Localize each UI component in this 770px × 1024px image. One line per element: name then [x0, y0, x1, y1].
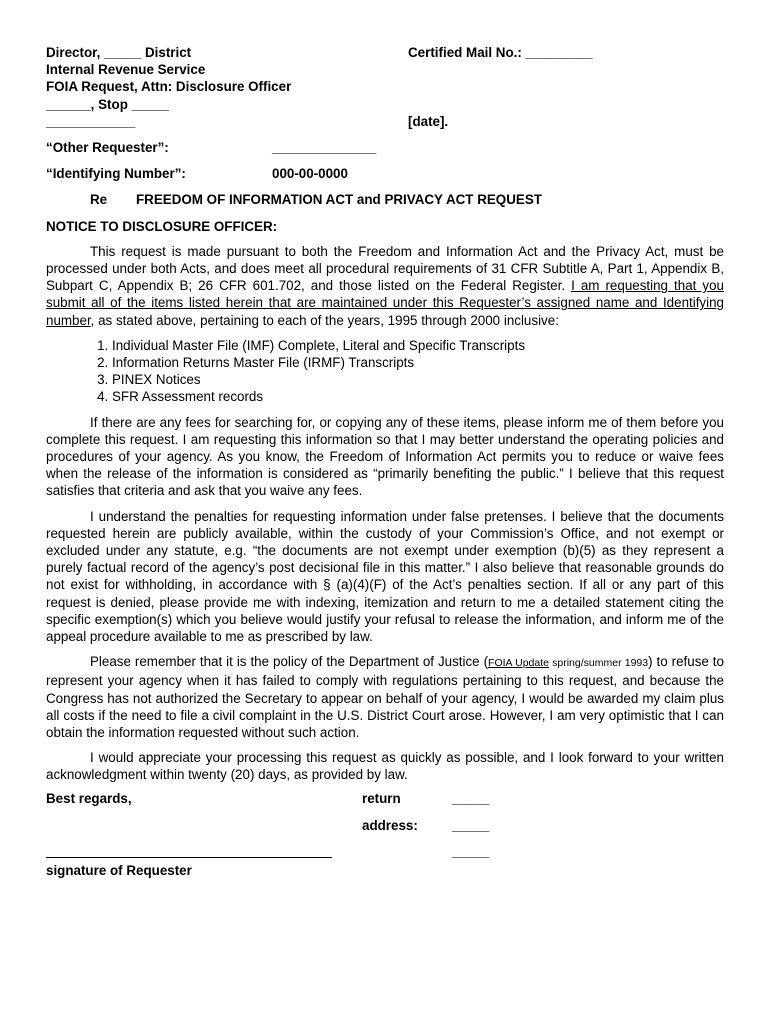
header-line-5-row — [46, 113, 724, 130]
letter-page — [46, 44, 724, 880]
address-blank-line: ____________ — [46, 113, 136, 129]
best-regards: Best regards, — [46, 790, 132, 806]
paragraph-4-text: Please remember that it is the policy of the Department of Justice ( — [90, 654, 489, 670]
identifying-number-value: 000-00-0000 — [272, 166, 348, 182]
re-row — [46, 191, 724, 208]
address-label: address: — [362, 817, 418, 833]
foia-attn-line: FOIA Request, Attn: Disclosure Officer — [46, 79, 292, 95]
date-label: [date]. — [408, 113, 449, 129]
paragraph-2: If there are any fees for searching for, or copying any of these items, please inform me of them before you complete this request. I am requesting this information so that I may better understand the operating policies and procedures of your agency. As you know, the Freedom of Information Act permits you to reduce or waive fees when the release of the information is considered as “primarily benefiting the public.” I believe that this request satisfies that criteria and ask that you waive any fees. — [46, 414, 724, 499]
re-subject: FREEDOM OF INFORMATION ACT and PRIVACY ACT REQUEST — [136, 192, 542, 208]
signature-label: signature of Requester — [46, 862, 192, 878]
paragraph-3: I understand the penalties for requesting information under false pretenses. I believe that the documents requested herein are publicly available, within the custody of your Commission’s Office, and not exempt or excluded under any statute, e.g. “the documents are not exempt under exemption (b)(5) as they represent a purely factual record of the agency’s post decisional file in this matter.” I also believe that reasonable grounds do not exist for withholding, in accordance with § (a)(4)(F) of the Act’s penalties section. If all or any part of this request is denied, please provide me with indexing, itemization and return to me a detailed statement citing the specific exemption(s) which you believe would justify your refusal to release the information, and inform me of the appeal procedure available to me as prescribed by law. — [46, 508, 724, 644]
paragraph-1-underlined: I am requesting that you submit all of the items listed herein that are maintained under this Requester’s assigned name and Identifying number — [46, 278, 724, 328]
paragraph-1-text: This request is made pursuant to both the Freedom and Information Act and the Privacy Act, must be processed under both Acts, and does meet all procedural requirements of 31 CFR Subtitle A, Part 1, Appendix B, Subpart C, Appendix B; 26 CFR 601.702, and those listed on the Federal Register. — [46, 243, 724, 294]
director-line: Director, _____ District — [46, 45, 192, 60]
paragraph-1 — [46, 243, 724, 329]
list-item: 4. SFR Assessment records — [112, 388, 724, 405]
foia-update-citation: FOIA Update — [488, 657, 549, 670]
identifying-number-label: “Identifying Number”: — [46, 166, 186, 182]
citation-date: spring/summer 1993 — [548, 657, 649, 670]
requested-items-list — [46, 337, 724, 406]
paragraph-1-end: , as stated above, pertaining to each of the years, 1995 through 2000 inclusive: — [90, 312, 559, 328]
notice-heading: NOTICE TO DISCLOSURE OFFICER: — [46, 218, 278, 234]
re-label: Re — [90, 192, 108, 208]
irs-line: Internal Revenue Service — [46, 62, 206, 78]
list-item: 1. Individual Master File (IMF) Complete, Literal and Specific Transcripts — [112, 337, 724, 354]
list-item: 2. Information Returns Master File (IRMF) Transcripts — [112, 354, 724, 371]
other-requester-value: ______________ — [272, 139, 377, 155]
return-label: return — [362, 790, 401, 806]
address-blank-2: _____ — [452, 843, 490, 859]
paragraph-4-end: ) to refuse to represent your agency when it has failed to comply with regulations pertaining to this request, and because the Congress has not authorized the Secretary to appear on behalf of your agency, I would be awarded my claim plus all costs if the need to file a civil complaint in the U.S. District Court arose. However, I am very optimistic that I can obtain the information requested without such action. — [46, 654, 724, 740]
stop-line: ______, Stop _____ — [46, 96, 169, 112]
return-blank: _____ — [452, 790, 490, 806]
other-requester-label: “Other Requester”: — [46, 139, 169, 155]
list-item: 3. PINEX Notices — [112, 371, 724, 388]
certified-mail-label: Certified Mail No.: _________ — [408, 45, 593, 60]
paragraph-4 — [46, 653, 724, 741]
paragraph-5: I would appreciate your processing this request as quickly as possible, and I look forward to your written acknowledgment within twenty (20) days, as provided by law. — [46, 750, 724, 783]
header-line-1-row — [46, 44, 724, 61]
other-requester-row — [46, 139, 724, 156]
closing-block — [46, 790, 724, 880]
address-blank: _____ — [452, 817, 490, 833]
signature-line — [46, 857, 332, 858]
identifying-number-row — [46, 165, 724, 182]
